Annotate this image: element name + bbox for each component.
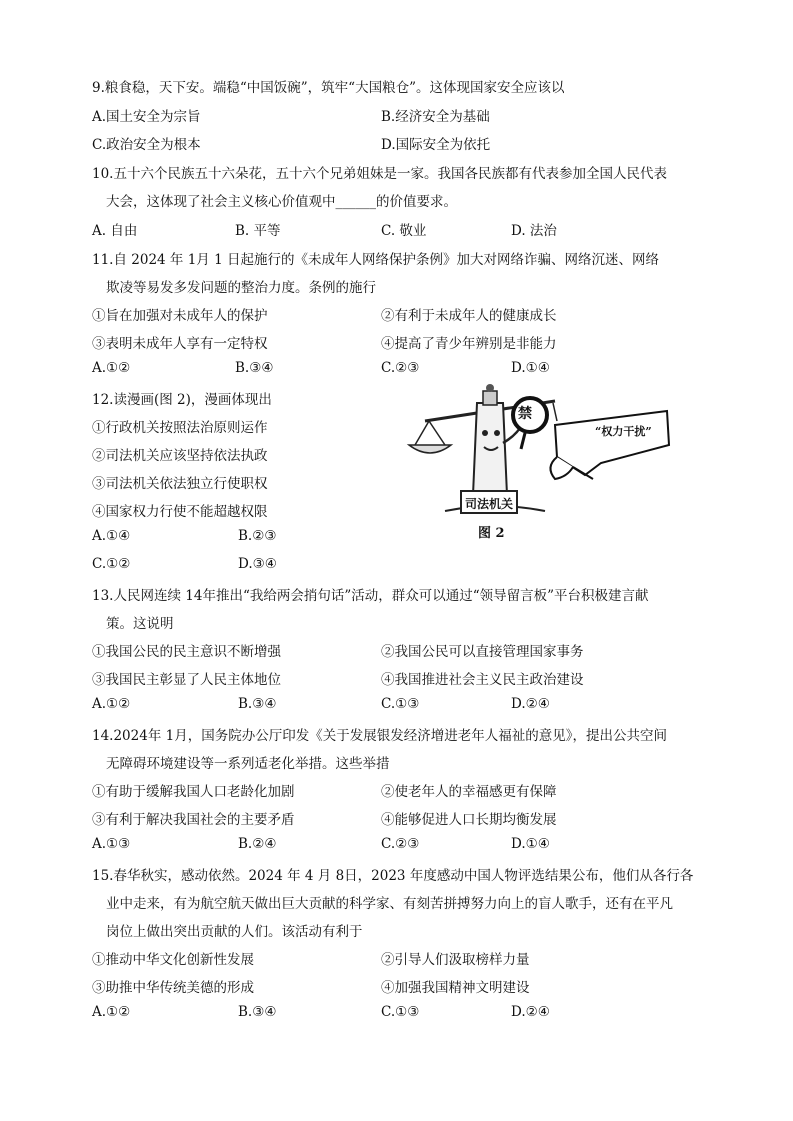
q11-option-b: B.③④ xyxy=(235,360,274,376)
q11-statement-3: ③表明未成年人享有一定特权 xyxy=(92,336,268,352)
q12-stem: 12.读漫画(图 2)，漫画体现出 xyxy=(92,392,272,408)
q11-statement-2: ②有利于未成年人的健康成长 xyxy=(381,308,557,324)
q13-option-a: A.①② xyxy=(92,696,131,712)
q12-statement-4: ④国家权力行使不能超越权限 xyxy=(92,504,268,520)
q15-statement-3: ③助推中华传统美德的形成 xyxy=(92,980,254,996)
q9-stem: 9.粮食稳，天下安。端稳“中国饭碗”，筑牢“大国粮仓”。这体现国家安全应该以 xyxy=(92,80,565,96)
ban-sign-text: 禁 xyxy=(518,406,532,422)
q14-statement-4: ④能够促进人口长期均衡发展 xyxy=(381,812,557,828)
q14-statement-3: ③有利于解决我国社会的主要矛盾 xyxy=(92,812,295,828)
q13-statement-3: ③我国民主彰显了人民主体地位 xyxy=(92,672,281,688)
q14-option-c: C.②③ xyxy=(381,836,420,852)
q15-option-a: A.①② xyxy=(92,1004,131,1020)
figure-caption: 图 2 xyxy=(478,526,505,541)
q15-stem-line2: 业中走来，有为航空航天做出巨大贡献的科学家、有刻苦拼搏努力向上的盲人歌手，还有在平凡 xyxy=(106,896,673,912)
q13-statement-4: ④我国推进社会主义民主政治建设 xyxy=(381,672,584,688)
q14-option-b: B.②④ xyxy=(238,836,277,852)
q15-statement-4: ④加强我国精神文明建设 xyxy=(381,980,530,996)
q13-stem-line1: 13.人民网连续 14年推出“我给两会捎句话”活动，群众可以通过“领导留言板”平台积极建言献 xyxy=(92,588,649,604)
q13-stem-line2: 策。这说明 xyxy=(106,616,174,632)
q13-option-d: D.②④ xyxy=(511,696,550,712)
q14-statement-2: ②使老年人的幸福感更有保障 xyxy=(381,784,557,800)
judiciary-scale-cartoon xyxy=(405,383,675,523)
q12-option-c: C.①② xyxy=(92,556,131,572)
q10-option-a: A. 自由 xyxy=(92,223,138,239)
q9-option-b: B.经济安全为基础 xyxy=(381,109,490,125)
q14-statement-1: ①有助于缓解我国人口老龄化加剧 xyxy=(92,784,295,800)
q13-option-c: C.①③ xyxy=(381,696,420,712)
q15-option-b: B.③④ xyxy=(238,1004,277,1020)
q14-option-a: A.①③ xyxy=(92,836,131,852)
q11-statement-1: ①旨在加强对未成年人的保护 xyxy=(92,308,268,324)
q15-stem-line1: 15.春华秋实，感动依然。2024 年 4 月 8日，2023 年度感动中国人物评选结果公布，他们从各行各 xyxy=(92,868,694,884)
q11-option-a: A.①② xyxy=(92,360,131,376)
q11-stem-line2: 欺凌等易发多发问题的整治力度。条例的施行 xyxy=(106,280,376,296)
q10-option-d: D. 法治 xyxy=(511,223,557,239)
q15-option-d: D.②④ xyxy=(511,1004,550,1020)
q9-option-c: C.政治安全为根本 xyxy=(92,137,201,153)
q10-option-b: B. 平等 xyxy=(235,223,281,239)
q12-statement-1: ①行政机关按照法治原则运作 xyxy=(92,420,268,436)
q12-option-a: A.①④ xyxy=(92,528,131,544)
q13-statement-1: ①我国公民的民主意识不断增强 xyxy=(92,644,281,660)
q11-statement-4: ④提高了青少年辨别是非能力 xyxy=(381,336,557,352)
q12-statement-3: ③司法机关依法独立行使职权 xyxy=(92,476,268,492)
q15-statement-1: ①推动中华文化创新性发展 xyxy=(92,952,254,968)
q9-option-d: D.国际安全为依托 xyxy=(381,137,491,153)
q9-option-a: A.国土安全为宗旨 xyxy=(92,109,201,125)
q15-stem-line3: 岗位上做出突出贡献的人们。该活动有利于 xyxy=(106,924,363,940)
base-label: 司法机关 xyxy=(465,497,514,511)
q13-option-b: B.③④ xyxy=(238,696,277,712)
q10-stem-line1: 10.五十六个民族五十六朵花，五十六个兄弟姐妹是一家。我国各民族都有代表参加全国人民代表 xyxy=(92,166,667,182)
q15-statement-2: ②引导人们汲取榜样力量 xyxy=(381,952,530,968)
q11-stem-line1: 11.自 2024 年 1月 1 日起施行的《未成年人网络保护条例》加大对网络诈骗、网络沉迷、网络 xyxy=(92,252,659,268)
q12-statement-2: ②司法机关应该坚持依法执政 xyxy=(92,448,268,464)
banner-text: “权力干扰” xyxy=(595,425,652,438)
q11-option-c: C.②③ xyxy=(381,360,420,376)
q12-option-b: B.②③ xyxy=(238,528,277,544)
q14-option-d: D.①④ xyxy=(511,836,550,852)
q13-statement-2: ②我国公民可以直接管理国家事务 xyxy=(381,644,584,660)
q10-stem-line2: 大会，这体现了社会主义核心价值观中______的价值要求。 xyxy=(106,194,457,210)
cartoon-figure xyxy=(405,383,675,543)
q14-stem-line1: 14.2024年 1月，国务院办公厅印发《关于发展银发经济增进老年人福祉的意见》，提出公共空间 xyxy=(92,728,667,744)
q14-stem-line2: 无障碍环境建设等一系列适老化举措。这些举措 xyxy=(106,756,390,772)
q11-option-d: D.①④ xyxy=(511,360,550,376)
q15-option-c: C.①③ xyxy=(381,1004,420,1020)
q10-option-c: C. 敬业 xyxy=(381,223,427,239)
q12-option-d: D.③④ xyxy=(238,556,277,572)
